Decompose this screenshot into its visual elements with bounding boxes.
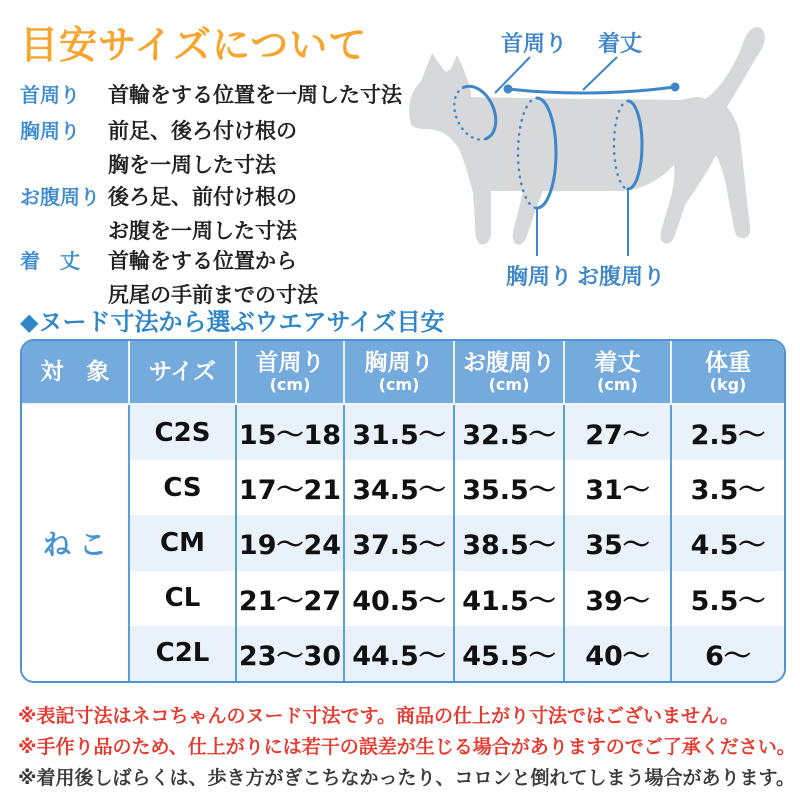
length-cell: 35～ bbox=[565, 515, 672, 570]
diagram-length-label: 着丈 bbox=[598, 32, 643, 57]
neck-cell: 23～30 bbox=[237, 626, 345, 681]
neck-cell: 17～21 bbox=[237, 460, 345, 515]
note-line: ※手作り品のため、仕上がりには若干の誤差が生じる場合がありますのでご了承ください。 bbox=[18, 736, 796, 758]
length-label-leader-line bbox=[583, 57, 617, 90]
length-line-start-dot bbox=[504, 85, 513, 94]
chest-cell: 44.5～ bbox=[345, 626, 455, 681]
measure-term: 首周り bbox=[20, 83, 80, 107]
length-cell: 31～ bbox=[565, 460, 672, 515]
body-length-line bbox=[504, 83, 680, 94]
length-cell: 40～ bbox=[565, 626, 672, 681]
belly-cell: 35.5～ bbox=[455, 460, 565, 515]
belly-cell: 45.5～ bbox=[455, 626, 565, 681]
note-line: ※着用後しばらくは、歩き方がぎこちなかったり、コロンと倒れてしまう場合があります。 bbox=[18, 767, 795, 789]
page-title: 目安サイズについて bbox=[20, 23, 368, 67]
neck-label-leader-line bbox=[495, 57, 530, 93]
belly-cell: 32.5～ bbox=[455, 405, 565, 460]
cat-silhouette bbox=[409, 27, 765, 245]
length-cell: 39～ bbox=[565, 571, 672, 626]
weight-cell: 6～ bbox=[672, 626, 784, 681]
measure-description: 首輪をする位置から 尻尾の手前までの寸法 bbox=[108, 249, 318, 307]
size-table-heading: ◆ヌード寸法から選ぶウエアサイズ目安 bbox=[20, 308, 445, 336]
col-header-size: サイズ bbox=[130, 341, 237, 405]
chest-cell: 31.5～ bbox=[345, 405, 455, 460]
size-cell: C2L bbox=[130, 626, 237, 681]
col-header-neck: 首周り (cm) bbox=[237, 341, 345, 405]
size-cell: CS bbox=[130, 460, 237, 515]
measure-term: 着 丈 bbox=[20, 249, 80, 273]
neck-cell: 15～18 bbox=[237, 405, 345, 460]
measure-term: お腹周り bbox=[20, 185, 100, 209]
chest-cell: 37.5～ bbox=[345, 515, 455, 570]
measure-term: 胸周り bbox=[20, 119, 80, 143]
measure-description: 首輪をする位置を一周した寸法 bbox=[108, 83, 402, 107]
target-cell: ねこ bbox=[22, 405, 130, 681]
col-header-belly: お腹周り (cm) bbox=[455, 341, 565, 405]
neck-cell: 19～24 bbox=[237, 515, 345, 570]
neck-cell: 21～27 bbox=[237, 571, 345, 626]
measure-description: 前足、後ろ付け根の 胸を一周した寸法 bbox=[108, 119, 297, 177]
cat-diagram-svg bbox=[395, 5, 795, 300]
col-header-chest: 胸周り (cm) bbox=[345, 341, 455, 405]
weight-cell: 5.5～ bbox=[690, 585, 766, 617]
col-header-length: 着丈 (cm) bbox=[565, 341, 672, 405]
size-cell: C2S bbox=[130, 405, 237, 460]
cat-measurement-diagram bbox=[395, 5, 795, 300]
length-line-end-dot bbox=[671, 83, 680, 92]
size-cell: CM bbox=[130, 515, 237, 570]
size-table bbox=[20, 339, 786, 683]
note-line: ※表記寸法はネコちゃんのヌード寸法です。商品の仕上がり寸法ではございません。 bbox=[18, 705, 740, 727]
diagram-chest-label: 胸周り bbox=[506, 265, 573, 290]
length-cell: 27～ bbox=[565, 405, 672, 460]
belly-cell: 41.5～ bbox=[455, 571, 565, 626]
col-header-target: 対 象 bbox=[22, 341, 130, 405]
chest-cell: 40.5～ bbox=[345, 571, 455, 626]
diagram-neck-label: 首周り bbox=[501, 32, 568, 57]
size-cell: CL bbox=[130, 571, 237, 626]
weight-cell: 4.5～ bbox=[672, 515, 784, 570]
chest-cell: 34.5～ bbox=[345, 460, 455, 515]
measure-description: 後ろ足、前付け根の お腹を一周した寸法 bbox=[108, 185, 297, 243]
col-header-weight: 体重 (kg) bbox=[672, 341, 784, 405]
weight-cell: 2.5～ bbox=[672, 405, 784, 460]
diagram-belly-label: お腹周り bbox=[577, 265, 666, 290]
weight-cell: 3.5～ bbox=[690, 475, 766, 507]
belly-cell: 38.5～ bbox=[455, 515, 565, 570]
